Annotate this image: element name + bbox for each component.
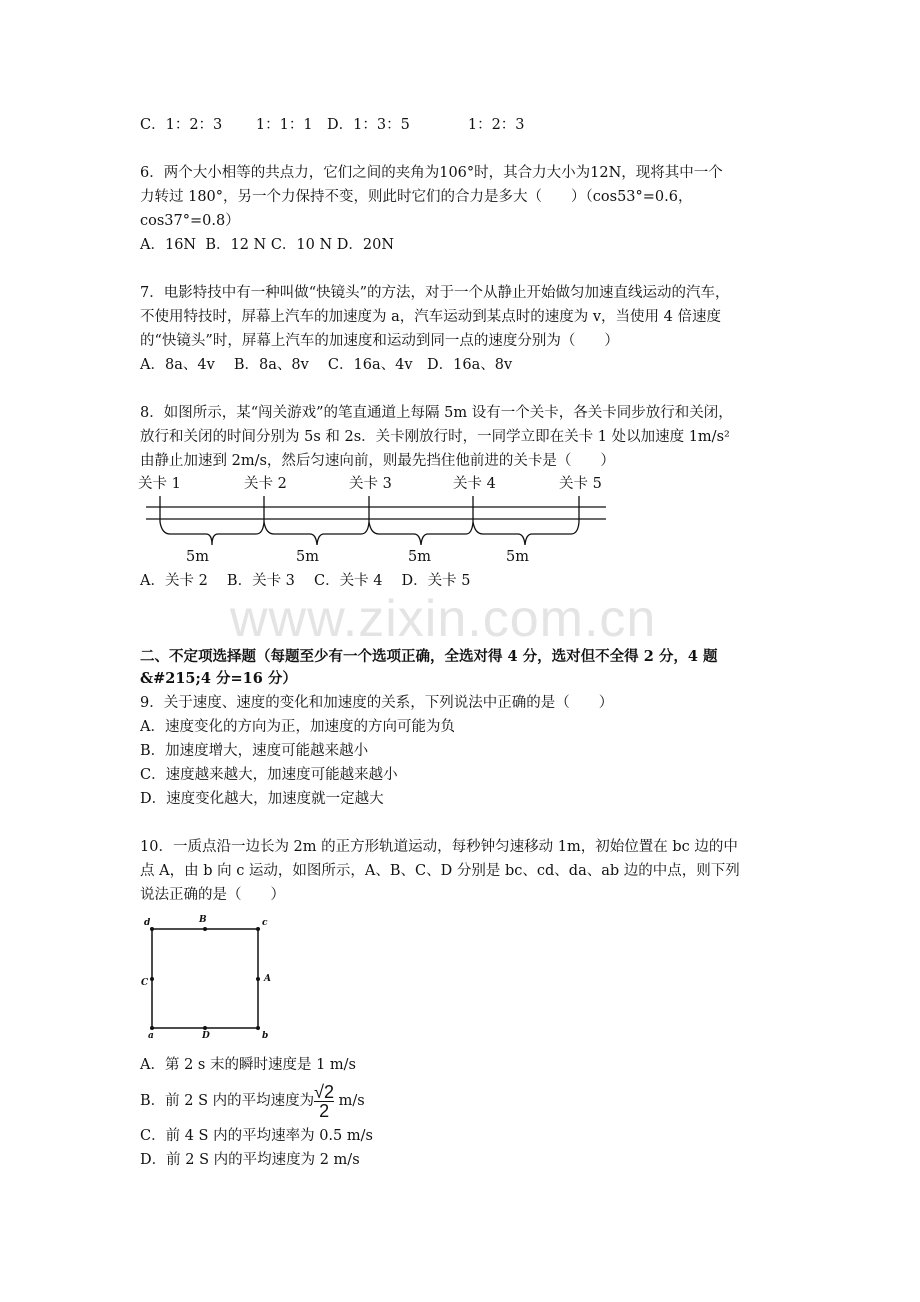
numerator: √2 [314,1081,335,1102]
corner-b: b [262,1031,269,1041]
q9-stem: 9．关于速度、速度的变化和加速度的关系，下列说法中正确的是（ ） [140,695,614,711]
corner-d: d [144,918,151,928]
q8-line: 8．如图所示，某“闯关游戏”的笔直通道上每隔 5m 设有一个关卡，各关卡同步放行和关闭， [140,405,733,421]
q5-options-tail: C．1：2：3 1：1：1 D．1：3：5 1：2：3 [140,117,525,133]
midpoint-A: A [264,974,271,984]
q9-option: C．速度越来越大，加速度可能越来越小 [140,767,398,783]
option-text: B．前 2 S 内的平均速度为 [140,1093,315,1109]
q10-option-b [140,1082,365,1120]
q10-line: 说法正确的是（ ） [140,887,285,903]
section-heading: &#215;4 分=16 分） [140,670,297,687]
gate-label: 关卡 2 [244,476,287,492]
q7-line: 7．电影特技中有一种叫做“快镜头”的方法，对于一个从静止开始做匀加速直线运动的汽车， [140,285,730,301]
distance-label: 5m [506,549,529,565]
q9-option: A．速度变化的方向为正，加速度的方向可能为负 [140,719,455,735]
q6-line: 力转过 180°，另一个力保持不变，则此时它们的合力是多大（ ）（cos53°=0.6， [140,189,693,205]
distance-label: 5m [296,549,319,565]
q9-option: B．加速度增大，速度可能越来越小 [140,743,369,759]
unit: m/s [334,1093,365,1109]
fraction [314,1083,334,1120]
q6-options: A．16N B．12 N C．10 N D．20N [140,237,395,253]
q7-line: 的“快镜头”时，屏幕上汽车的加速度和运动到同一点的速度分别为（ ） [140,333,619,349]
distance-label: 5m [408,549,431,565]
gate-label: 关卡 4 [453,476,496,492]
watermark: www.zixin.com.cn [230,590,657,648]
q8-line: 由静止加速到 2m/s，然后匀速向前，则最先挡住他前进的关卡是（ ） [140,453,615,469]
q10-option-c: C．前 4 S 内的平均速率为 0.5 m/s [140,1128,373,1144]
square-track [140,912,270,1037]
q8-options: A．关卡 2 B．关卡 3 C．关卡 4 D．关卡 5 [140,573,471,589]
distance-label: 5m [186,549,209,565]
midpoint-B: B [199,915,207,925]
midpoint-D: D [202,1031,210,1041]
q7-options: A．8a、4v B．8a、8v C．16a、4v D．16a、8v [140,357,513,373]
q9-option: D．速度变化越大，加速度就一定越大 [140,791,384,807]
q10-line: 10．一质点沿一边长为 2m 的正方形轨道运动，每秒钟匀速移动 1m，初始位置在 bc 边的中 [140,839,738,855]
corner-c: c [262,918,268,928]
q8-line: 放行和关闭的时间分别为 5s 和 2s．关卡刚放行时，一同学立即在关卡 1 处以加速度 1m/s² [140,429,730,445]
midpoint-C: C [141,978,149,988]
gate-label: 关卡 5 [559,476,602,492]
q6-line: cos37°=0.8） [140,213,240,229]
gate-diagram [130,472,620,570]
corner-a: a [148,1031,154,1041]
q6-line: 6．两个大小相等的共点力，它们之间的夹角为106°时，其合力大小为12N，现将其中一个 [140,165,723,181]
q10-option-a: A．第 2 s 末的瞬时速度是 1 m/s [140,1057,356,1073]
q10-option-d: D．前 2 S 内的平均速度为 2 m/s [140,1152,360,1168]
gate-label: 关卡 3 [349,476,392,492]
q10-line: 点 A，由 b 向 c 运动，如图所示，A、B、C、D 分别是 bc、cd、da、ab 边的中点，则下列 [140,863,740,879]
square-track-diagram [140,912,270,1047]
section-heading: 二、不定项选择题（每题至少有一个选项正确，全选对得 4 分，选对但不全得 2 分，4 题 [140,648,718,665]
denominator: 2 [319,1100,330,1121]
gate-label: 关卡 1 [138,476,181,492]
q7-line: 不使用特技时，屏幕上汽车的加速度为 a，汽车运动到某点时的速度为 v，当使用 4 倍速度 [140,309,721,325]
